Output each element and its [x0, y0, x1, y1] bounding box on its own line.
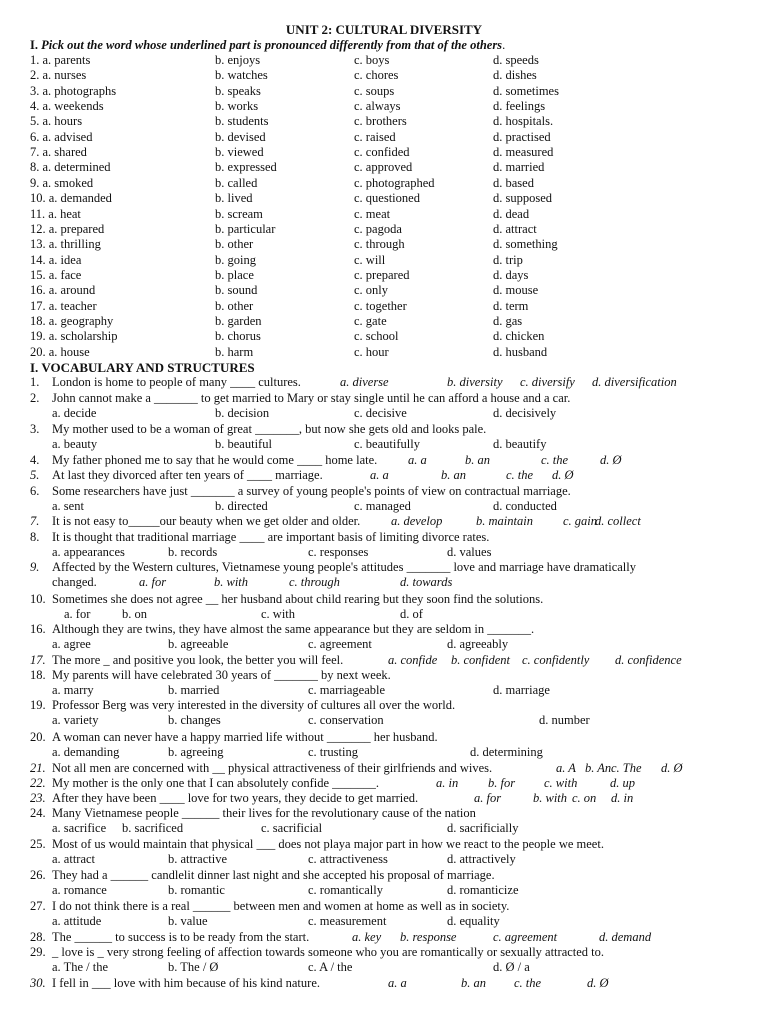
- answer-option: d. confidence: [615, 653, 682, 667]
- answer-option: d. diversification: [592, 375, 677, 389]
- pronunciation-option: b. viewed: [215, 145, 264, 160]
- answer-option: a. for: [64, 607, 91, 622]
- answer-option: b. agreeing: [168, 745, 224, 760]
- question-text: London is home to people of many ____ cultures.: [52, 375, 301, 389]
- answer-option: d. towards: [400, 575, 453, 590]
- answer-option: b. directed: [215, 499, 268, 514]
- pronunciation-option: 14. a. idea: [30, 252, 82, 267]
- answer-option: c. the: [541, 453, 569, 467]
- question-number: 5.: [30, 468, 40, 482]
- answer-option: b. changes: [168, 713, 221, 728]
- answer-option: c. agreement: [308, 637, 372, 652]
- question-text: The more _ and positive you look, the better you will feel.: [52, 653, 344, 667]
- pronunciation-row: [0, 253, 768, 268]
- pronunciation-option: 7. a. shared: [30, 145, 87, 160]
- pronunciation-row: [0, 160, 768, 175]
- question-text: John cannot make a _______ to get married to Mary or stay single until he can afford a house and a car.: [52, 391, 571, 405]
- answer-option: a. in: [436, 776, 459, 790]
- question-number: 22.: [30, 776, 46, 790]
- answer-option: b. decision: [215, 406, 270, 421]
- pronunciation-option: d. husband: [493, 344, 548, 359]
- question-text: Professor Berg was very interested in the diversity of cultures all over the world.: [52, 698, 456, 712]
- answer-option: c. confidently: [522, 653, 590, 667]
- part1-instruction-text: Pick out the word whose underlined part is pronounced differently from that of the others: [41, 38, 503, 52]
- pronunciation-option: b. devised: [215, 129, 266, 144]
- answer-option: c. attractiveness: [308, 852, 388, 867]
- answer-option: c. the: [506, 468, 534, 482]
- question-number: 2.: [30, 391, 40, 405]
- pronunciation-row: [0, 268, 768, 283]
- answer-option: d. up: [610, 776, 635, 790]
- answer-option: a. The / the: [52, 960, 108, 975]
- pronunciation-option: d. based: [493, 175, 534, 190]
- answer-option: a. appearances: [52, 545, 125, 560]
- pronunciation-option: c. through: [354, 237, 405, 252]
- answer-option: c. marriageable: [308, 683, 386, 698]
- answer-option: b. married: [168, 683, 220, 698]
- answer-option: a. variety: [52, 713, 99, 728]
- pronunciation-option: c. will: [354, 252, 386, 267]
- answer-option: d. marriage: [493, 683, 550, 698]
- answer-option: a. confide: [388, 653, 438, 667]
- answer-option: a. attract: [52, 852, 96, 867]
- pronunciation-option: 19. a. scholarship: [30, 329, 118, 344]
- pronunciation-option: b. other: [215, 237, 254, 252]
- part1-number: I.: [30, 38, 38, 52]
- question-number: 24.: [30, 806, 46, 820]
- question-number: 4.: [30, 453, 40, 467]
- answer-option: d. equality: [447, 914, 500, 929]
- question-text: My mother used to be a woman of great _______, but now she gets old and looks pale.: [52, 422, 487, 436]
- pronunciation-row: [0, 145, 768, 160]
- pronunciation-option: 15. a. face: [30, 267, 82, 282]
- pronunciation-option: d. practised: [493, 129, 551, 144]
- pronunciation-option: 11. a. heat: [30, 206, 81, 221]
- answer-option: a. beauty: [52, 437, 98, 452]
- pronunciation-row: [0, 237, 768, 252]
- answer-option: b. romantic: [168, 883, 225, 898]
- question-number: 9.: [30, 560, 40, 574]
- section-heading: I. VOCABULARY AND STRUCTURES: [30, 360, 255, 375]
- answer-option: a. decide: [52, 406, 97, 421]
- pronunciation-option: 8. a. determined: [30, 160, 111, 175]
- answer-option: b. attractive: [168, 852, 227, 867]
- answer-option: c. romantically: [308, 883, 383, 898]
- question-text: I fell in ___ love with him because of his kind nature.: [52, 976, 320, 990]
- pronunciation-option: b. enjoys: [215, 53, 261, 67]
- pronunciation-option: 10. a. demanded: [30, 191, 112, 206]
- answer-option: c. trusting: [308, 745, 358, 760]
- answer-option: d. values: [447, 545, 492, 560]
- answer-option: b. maintain: [476, 514, 533, 528]
- answer-option: b. on: [122, 607, 147, 622]
- pronunciation-option: c. questioned: [354, 191, 420, 206]
- pronunciation-option: d. married: [493, 160, 545, 175]
- answer-option: c. sacrificial: [261, 821, 323, 836]
- question-text: A woman can never have a happy married life without _______ her husband.: [52, 730, 438, 744]
- answer-option: b. diversity: [447, 375, 503, 389]
- pronunciation-option: c. brothers: [354, 114, 407, 129]
- answer-option: a. develop: [391, 514, 443, 528]
- answer-option: c. managed: [354, 499, 411, 514]
- pronunciation-option: 1. a. parents: [30, 53, 91, 67]
- pronunciation-row: [0, 207, 768, 222]
- pronunciation-option: c. always: [354, 99, 401, 114]
- answer-option: d. conducted: [493, 499, 557, 514]
- question-number: 8.: [30, 530, 40, 544]
- question-text: My parents will have celebrated 30 years of _______ by next week.: [52, 668, 391, 682]
- question-number: 1.: [30, 375, 40, 389]
- answer-option: b. with: [214, 575, 249, 590]
- pronunciation-option: b. speaks: [215, 83, 261, 98]
- question-text: Although they are twins, they have almost the same appearance but they are seldom in _______.: [52, 622, 535, 636]
- answer-option: d. in: [611, 791, 634, 805]
- question-text: _ love is _ very strong feeling of affection towards someone who you are romantically or sexually attracted to.: [52, 945, 605, 959]
- pronunciation-option: 6. a. advised: [30, 129, 93, 144]
- question-text: It is not easy to_____our beauty when we get older and older.: [52, 514, 361, 528]
- pronunciation-option: d. something: [493, 237, 558, 252]
- answer-option: d. Ø: [600, 453, 622, 467]
- pronunciation-option: c. approved: [354, 160, 413, 175]
- pronunciation-option: d. feelings: [493, 99, 546, 114]
- pronunciation-option: d. chicken: [493, 329, 545, 344]
- pronunciation-option: b. lived: [215, 191, 253, 206]
- question-text: My mother is the only one that I can absolutely confide _______.: [52, 776, 380, 790]
- answer-option: c. on: [572, 791, 597, 805]
- pronunciation-option: 12. a. prepared: [30, 221, 105, 236]
- answer-option: b. agreeable: [168, 637, 229, 652]
- question-number: 6.: [30, 484, 40, 498]
- pronunciation-row: [0, 99, 768, 114]
- answer-option: b. sacrificed: [122, 821, 184, 836]
- answer-option: a. diverse: [340, 375, 389, 389]
- pronunciation-option: d. gas: [493, 313, 523, 328]
- pronunciation-option: c. soups: [354, 83, 395, 98]
- page-title: UNIT 2: CULTURAL DIVERSITY: [285, 22, 483, 37]
- pronunciation-option: b. garden: [215, 313, 262, 328]
- part1-instruction-period: .: [502, 38, 506, 52]
- pronunciation-row: [0, 345, 768, 360]
- pronunciation-option: c. boys: [354, 53, 390, 67]
- answer-option: d. sacrificially: [447, 821, 519, 836]
- pronunciation-row: [0, 314, 768, 329]
- answer-option: c. measurement: [308, 914, 387, 929]
- pronunciation-option: d. days: [493, 267, 529, 282]
- pronunciation-option: 20. a. house: [30, 344, 90, 359]
- answer-option: b. for: [488, 776, 516, 790]
- pronunciation-option: d. supposed: [493, 191, 553, 206]
- question-text: The ______ to success is to be ready from the start.: [52, 930, 310, 944]
- question-number: 27.: [30, 899, 46, 913]
- pronunciation-option: c. photographed: [354, 175, 435, 190]
- question-number: 19.: [30, 698, 46, 712]
- question-text: Sometimes she does not agree __ her husband about child rearing but they soon find the solutions.: [52, 592, 544, 606]
- answer-option: d. romanticize: [447, 883, 519, 898]
- pronunciation-option: b. expressed: [215, 160, 277, 175]
- answer-option: d. collect: [595, 514, 641, 528]
- answer-option: a. demanding: [52, 745, 120, 760]
- pronunciation-row: [0, 283, 768, 298]
- pronunciation-option: c. hour: [354, 344, 389, 359]
- question-number: 30.: [30, 976, 46, 990]
- pronunciation-option: b. harm: [215, 344, 254, 359]
- pronunciation-row: [0, 114, 768, 129]
- pronunciation-row: [0, 130, 768, 145]
- question-text: At last they divorced after ten years of ____ marriage.: [52, 468, 323, 482]
- answer-option: d. Ø: [587, 976, 609, 990]
- pronunciation-option: b. students: [215, 114, 269, 129]
- question-text: They had a ______ candlelit dinner last night and she accepted his proposal of marriage.: [52, 868, 495, 882]
- pronunciation-row: [0, 222, 768, 237]
- pronunciation-option: c. together: [354, 298, 407, 313]
- question-text: Not all men are concerned with __ physical attractiveness of their girlfriends and wives.: [52, 761, 493, 775]
- answer-option: a. attitude: [52, 914, 102, 929]
- answer-option: c. with: [261, 607, 296, 622]
- question-text-continued: changed.: [52, 575, 97, 590]
- answer-option: d. beautify: [493, 437, 547, 452]
- answer-option: c. responses: [308, 545, 369, 560]
- answer-option: b. records: [168, 545, 218, 560]
- answer-option: a. marry: [52, 683, 94, 698]
- pronunciation-row: [0, 53, 768, 68]
- question-text: Many Vietnamese people ______ their lives for the revolutionary cause of the nation: [52, 806, 476, 820]
- pronunciation-option: b. works: [215, 99, 259, 114]
- answer-option: a. for: [474, 791, 502, 805]
- pronunciation-option: d. term: [493, 298, 529, 313]
- answer-option: d. decisively: [493, 406, 557, 421]
- answer-option: c. gain: [563, 514, 598, 528]
- question-number: 18.: [30, 668, 46, 682]
- answer-option: d. determining: [470, 745, 543, 760]
- answer-option: b. response: [400, 930, 457, 944]
- pronunciation-option: b. sound: [215, 283, 258, 298]
- pronunciation-row: [0, 191, 768, 206]
- answer-option: c. A / the: [308, 960, 353, 975]
- pronunciation-option: 3. a. photographs: [30, 83, 117, 98]
- question-number: 3.: [30, 422, 40, 436]
- answer-option: a. key: [352, 930, 382, 944]
- question-number: 21.: [30, 761, 46, 775]
- pronunciation-option: 17. a. teacher: [30, 298, 97, 313]
- question-number: 17.: [30, 653, 46, 667]
- answer-option: b. an: [461, 976, 486, 990]
- pronunciation-option: d. mouse: [493, 283, 539, 298]
- question-number: 10.: [30, 592, 46, 606]
- pronunciation-option: c. chores: [354, 68, 399, 83]
- pronunciation-row: [0, 299, 768, 314]
- question-text: Some researchers have just _______ a survey of young people's points of view on contractual marriage.: [52, 484, 571, 498]
- pronunciation-option: d. measured: [493, 145, 554, 160]
- answer-option: d. attractively: [447, 852, 516, 867]
- pronunciation-option: c. gate: [354, 313, 387, 328]
- pronunciation-option: b. particular: [215, 221, 276, 236]
- question-text: It is thought that traditional marriage ____ are important basis of limiting divorce rates.: [52, 530, 490, 544]
- pronunciation-option: c. pagoda: [354, 221, 402, 236]
- answer-option: a. sacrifice: [52, 821, 107, 836]
- question-number: 20.: [30, 730, 46, 744]
- pronunciation-option: b. chorus: [215, 329, 261, 344]
- answer-option: d. Ø: [552, 468, 574, 482]
- part1-instruction: [30, 37, 505, 53]
- answer-option: c. through: [289, 575, 340, 590]
- question-text: Affected by the Western cultures, Vietnamese young people's attitudes _______ love and marriage have dramatically: [52, 560, 636, 574]
- pronunciation-option: d. sometimes: [493, 83, 559, 98]
- answer-option: d. demand: [599, 930, 652, 944]
- pronunciation-option: 9. a. smoked: [30, 175, 94, 190]
- pronunciation-option: b. watches: [215, 68, 268, 83]
- answer-option: b. confident: [451, 653, 511, 667]
- answer-option: d. number: [539, 713, 590, 728]
- answer-option: c. the: [514, 976, 542, 990]
- answer-option: b. An: [585, 761, 612, 775]
- question-number: 16.: [30, 622, 46, 636]
- pronunciation-option: d. attract: [493, 221, 537, 236]
- answer-option: b. beautiful: [215, 437, 272, 452]
- pronunciation-option: d. dead: [493, 206, 530, 221]
- answer-option: d. Ø: [661, 761, 683, 775]
- answer-option: d. Ø / a: [493, 960, 530, 975]
- answer-option: d. agreeably: [447, 637, 509, 652]
- answer-option: d. of: [400, 607, 423, 622]
- answer-option: c. diversify: [520, 375, 575, 389]
- pronunciation-option: c. prepared: [354, 267, 410, 282]
- question-number: 28.: [30, 930, 46, 944]
- answer-option: c. decisive: [354, 406, 407, 421]
- pronunciation-option: b. scream: [215, 206, 263, 221]
- pronunciation-option: d. speeds: [493, 53, 539, 67]
- question-number: 23.: [30, 791, 46, 805]
- answer-option: b. value: [168, 914, 208, 929]
- pronunciation-option: c. confided: [354, 145, 410, 160]
- pronunciation-option: c. only: [354, 283, 389, 298]
- answer-option: a. for: [139, 575, 167, 590]
- answer-option: b. an: [441, 468, 466, 482]
- pronunciation-row: [0, 329, 768, 344]
- question-number: 25.: [30, 837, 46, 851]
- pronunciation-option: 18. a. geography: [30, 313, 114, 328]
- answer-option: c. beautifully: [354, 437, 420, 452]
- pronunciation-row: [0, 176, 768, 191]
- answer-option: b. an: [465, 453, 490, 467]
- question-number: 29.: [30, 945, 46, 959]
- pronunciation-option: d. dishes: [493, 68, 537, 83]
- pronunciation-option: 2. a. nurses: [30, 68, 87, 83]
- question-text: I do not think there is a real ______ between men and women at home as well as in society.: [52, 899, 510, 913]
- answer-option: a. agree: [52, 637, 91, 652]
- answer-option: a. a: [388, 976, 407, 990]
- answer-option: a. sent: [52, 499, 84, 514]
- question-text: After they have been ____ love for two years, they decide to get married.: [52, 791, 419, 805]
- answer-option: c. with: [544, 776, 578, 790]
- pronunciation-option: b. called: [215, 175, 258, 190]
- pronunciation-option: d. hospitals.: [493, 114, 554, 129]
- answer-option: c. The: [611, 761, 642, 775]
- answer-option: a. A: [556, 761, 576, 775]
- pronunciation-option: c. raised: [354, 129, 396, 144]
- answer-option: a. a: [408, 453, 427, 467]
- pronunciation-row: [0, 68, 768, 83]
- pronunciation-option: 5. a. hours: [30, 114, 83, 129]
- pronunciation-option: d. trip: [493, 252, 523, 267]
- question-number: 7.: [30, 514, 40, 528]
- answer-option: b. The / Ø: [168, 960, 219, 975]
- answer-option: b. with: [533, 791, 568, 805]
- pronunciation-option: 13. a. thrilling: [30, 237, 101, 252]
- answer-option: c. conservation: [308, 713, 384, 728]
- pronunciation-row: [0, 84, 768, 99]
- pronunciation-option: b. going: [215, 252, 256, 267]
- pronunciation-option: b. place: [215, 267, 254, 282]
- pronunciation-option: c. school: [354, 329, 399, 344]
- question-text: Most of us would maintain that physical ___ does not playa major part in how we react to the people we meet.: [52, 837, 604, 851]
- question-number: 26.: [30, 868, 46, 882]
- answer-option: a. romance: [52, 883, 107, 898]
- pronunciation-option: 16. a. around: [30, 283, 96, 298]
- answer-option: a. a: [370, 468, 389, 482]
- pronunciation-option: 4. a. weekends: [30, 99, 104, 114]
- question-text: My father phoned me to say that he would come ____ home late.: [52, 453, 378, 467]
- answer-option: c. agreement: [493, 930, 558, 944]
- pronunciation-option: b. other: [215, 298, 254, 313]
- pronunciation-option: c. meat: [354, 206, 391, 221]
